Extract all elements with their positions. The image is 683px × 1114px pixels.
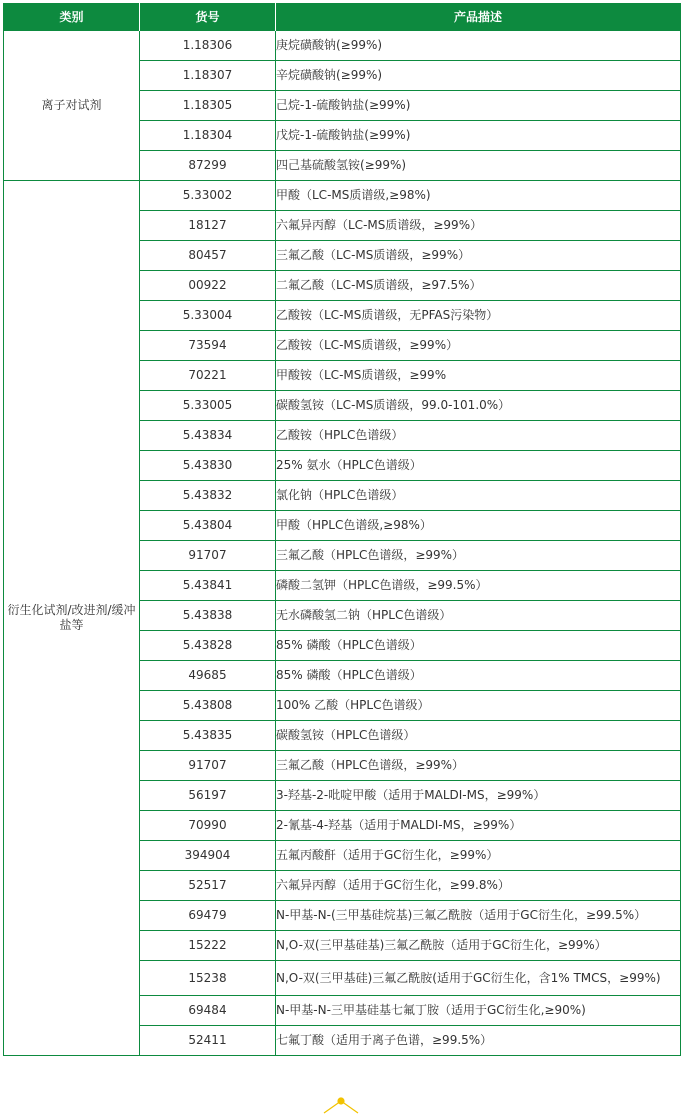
product-code-cell: 15238 (140, 961, 276, 996)
product-code-cell: 52411 (140, 1026, 276, 1056)
product-description-cell: 甲酸铵（LC-MS质谱级，≥99% (276, 361, 681, 391)
product-code-cell: 394904 (140, 841, 276, 871)
product-code-cell: 91707 (140, 751, 276, 781)
product-description-cell: 100% 乙酸（HPLC色谱级） (276, 691, 681, 721)
product-description-cell: 三氟乙酸（HPLC色谱级，≥99%） (276, 751, 681, 781)
product-code-cell: 52517 (140, 871, 276, 901)
category-cell: 衍生化试剂/改进剂/缓冲盐等 (4, 181, 140, 1056)
header-description: 产品描述 (276, 3, 681, 31)
product-description-cell: 乙酸铵（LC-MS质谱级，无PFAS污染物） (276, 301, 681, 331)
product-code-cell: 5.43804 (140, 511, 276, 541)
header-category: 类别 (4, 3, 140, 31)
product-code-cell: 5.43838 (140, 601, 276, 631)
product-code-cell: 91707 (140, 541, 276, 571)
table-body (4, 31, 681, 1056)
product-code-cell: 70221 (140, 361, 276, 391)
product-description-cell: 碳酸氢铵（LC-MS质谱级，99.0-101.0%） (276, 391, 681, 421)
product-description-cell: N,O-双(三甲基硅)三氟乙酰胺(适用于GC衍生化，含1% TMCS，≥99%) (276, 961, 681, 996)
table-row (4, 181, 681, 211)
product-code-cell: 1.18307 (140, 61, 276, 91)
product-description-cell: 六氟异丙醇（适用于GC衍生化，≥99.8%） (276, 871, 681, 901)
product-code-cell: 80457 (140, 241, 276, 271)
product-code-cell: 5.43841 (140, 571, 276, 601)
header-code: 货号 (140, 3, 276, 31)
product-description-cell: 己烷-1-硫酸钠盐(≥99%) (276, 91, 681, 121)
product-code-cell: 18127 (140, 211, 276, 241)
product-description-cell: 五氟丙酸酐（适用于GC衍生化，≥99%） (276, 841, 681, 871)
product-code-cell: 5.43830 (140, 451, 276, 481)
product-description-cell: 氯化钠（HPLC色谱级） (276, 481, 681, 511)
product-description-cell: 甲酸（LC-MS质谱级,≥98%) (276, 181, 681, 211)
product-code-cell: 5.43835 (140, 721, 276, 751)
product-code-cell: 5.33004 (140, 301, 276, 331)
product-description-cell: 3-羟基-2-吡啶甲酸（适用于MALDI-MS，≥99%） (276, 781, 681, 811)
product-description-cell: 三氟乙酸（HPLC色谱级，≥99%） (276, 541, 681, 571)
product-code-cell: 5.43834 (140, 421, 276, 451)
product-description-cell: 85% 磷酸（HPLC色谱级） (276, 631, 681, 661)
product-description-cell: 四己基硫酸氢铵(≥99%) (276, 151, 681, 181)
product-description-cell: 甲酸（HPLC色谱级,≥98%） (276, 511, 681, 541)
product-description-cell: 碳酸氢铵（HPLC色谱级） (276, 721, 681, 751)
product-code-cell: 1.18304 (140, 121, 276, 151)
product-code-cell: 5.33005 (140, 391, 276, 421)
product-table (3, 3, 681, 1056)
product-code-cell: 1.18306 (140, 31, 276, 61)
product-description-cell: 磷酸二氢钾（HPLC色谱级，≥99.5%） (276, 571, 681, 601)
product-description-cell: 乙酸铵（LC-MS质谱级，≥99%） (276, 331, 681, 361)
product-description-cell: 七氟丁酸（适用于离子色谱，≥99.5%） (276, 1026, 681, 1056)
product-description-cell: 乙酸铵（HPLC色谱级） (276, 421, 681, 451)
table-header-row (4, 3, 681, 31)
product-description-cell: 2-氰基-4-羟基（适用于MALDI-MS，≥99%） (276, 811, 681, 841)
category-cell: 离子对试剂 (4, 31, 140, 181)
product-description-cell: 二氟乙酸（LC-MS质谱级，≥97.5%） (276, 271, 681, 301)
product-code-cell: 69484 (140, 996, 276, 1026)
product-description-cell: 三氟乙酸（LC-MS质谱级，≥99%） (276, 241, 681, 271)
product-description-cell: N-甲基-N-(三甲基硅烷基)三氟乙酰胺（适用于GC衍生化，≥99.5%） (276, 901, 681, 931)
product-description-cell: 无水磷酸氢二钠（HPLC色谱级） (276, 601, 681, 631)
product-code-cell: 73594 (140, 331, 276, 361)
product-code-cell: 56197 (140, 781, 276, 811)
product-code-cell: 49685 (140, 661, 276, 691)
product-description-cell: 戊烷-1-硫酸钠盐(≥99%) (276, 121, 681, 151)
product-description-cell: N-甲基-N-三甲基硅基七氟丁胺（适用于GC衍生化,≥90%) (276, 996, 681, 1026)
product-code-cell: 5.43832 (140, 481, 276, 511)
product-description-cell: 85% 磷酸（HPLC色谱级） (276, 661, 681, 691)
chevron-up-with-dot-icon (320, 1096, 362, 1114)
product-code-cell: 1.18305 (140, 91, 276, 121)
product-code-cell: 5.43828 (140, 631, 276, 661)
table-row (4, 31, 681, 61)
product-code-cell: 5.43808 (140, 691, 276, 721)
product-code-cell: 70990 (140, 811, 276, 841)
product-code-cell: 87299 (140, 151, 276, 181)
product-code-cell: 15222 (140, 931, 276, 961)
product-description-cell: 25% 氨水（HPLC色谱级） (276, 451, 681, 481)
product-description-cell: 辛烷磺酸钠(≥99%) (276, 61, 681, 91)
product-code-cell: 5.33002 (140, 181, 276, 211)
product-description-cell: 六氟异丙醇（LC-MS质谱级，≥99%） (276, 211, 681, 241)
product-code-cell: 69479 (140, 901, 276, 931)
product-description-cell: 庚烷磺酸钠(≥99%) (276, 31, 681, 61)
product-description-cell: N,O-双(三甲基硅基)三氟乙酰胺（适用于GC衍生化，≥99%） (276, 931, 681, 961)
product-code-cell: 00922 (140, 271, 276, 301)
